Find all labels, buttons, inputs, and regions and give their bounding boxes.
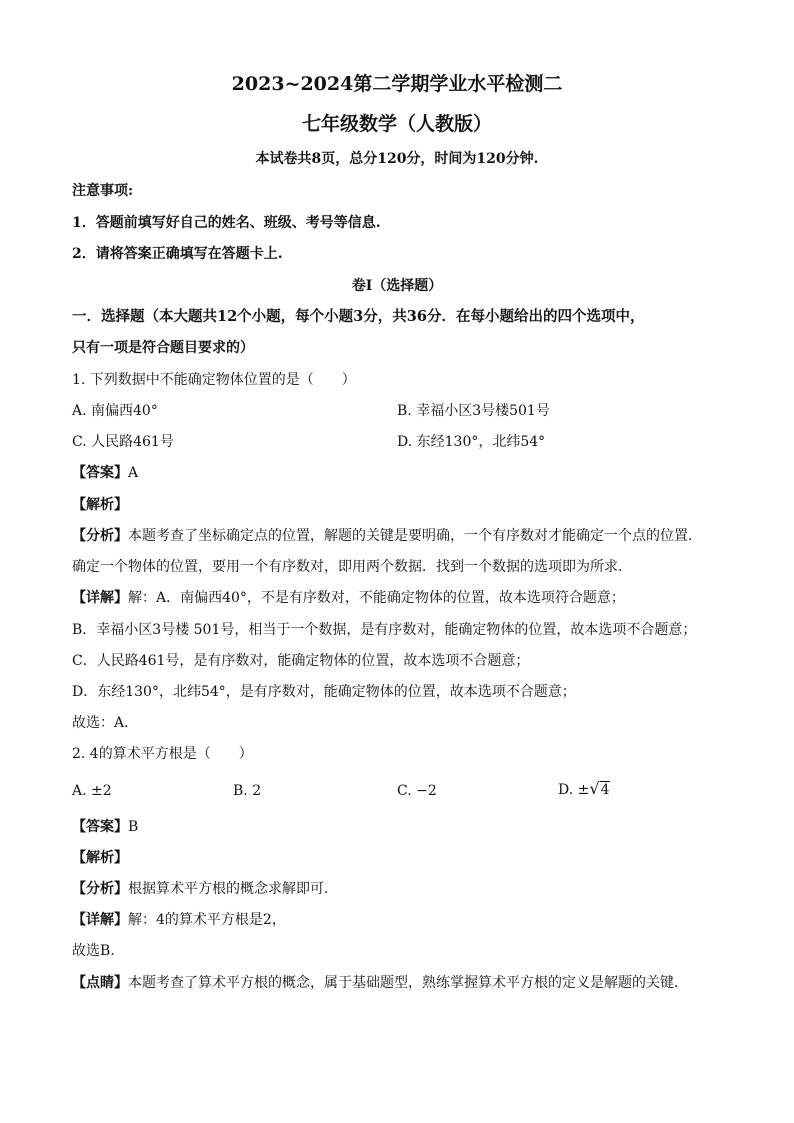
- q1-detail-tag: 【详解】: [72, 590, 128, 606]
- sqrt-symbol: √4: [589, 779, 610, 798]
- q2-conclusion: 故选B.: [72, 943, 115, 959]
- q1-answer: A: [128, 465, 139, 481]
- q2-option-b: B. 2: [233, 783, 262, 799]
- q2-fenxi-text: 根据算术平方根的概念求解即可．: [128, 881, 338, 897]
- exam-title: 2023~2024第二学期学业水平检测二: [231, 73, 563, 95]
- q2-detail-text: 解：4的算术平方根是2，: [128, 912, 286, 928]
- q1-detail-text-1: 解：A．南偏西40°，不是有序数对，不能确定物体的位置，故本选项符合题意；: [128, 590, 625, 606]
- q2-fenxi-line: [72, 879, 338, 899]
- q1-option-a: A. 南偏西40°: [72, 403, 158, 419]
- q1-option-b: B. 幸福小区3号楼501号: [397, 403, 550, 419]
- q1-detail-line-1: [72, 588, 625, 608]
- q2-analysis-tag: 【解析】: [72, 850, 128, 866]
- exam-subtitle: 七年级数学（人教版）: [301, 113, 492, 135]
- q2-option-d-prefix: D. ±: [558, 782, 590, 798]
- q1-answer-line: [72, 463, 138, 483]
- q1-detail-line-3: C．人民路461号，是有序数对，能确定物体的位置，故本选项不合题意；: [72, 653, 530, 669]
- q2-option-c: C. −2: [397, 783, 437, 799]
- q2-answer: B: [128, 819, 139, 835]
- q1-analysis-tag: 【解析】: [72, 497, 128, 513]
- q1-detail-line-2: B．幸福小区3号楼 501号，相当于一个数据，是有序数对，能确定物体的位置，故本选项不合题意；: [72, 622, 697, 638]
- q2-option-a: A. ±2: [72, 783, 112, 799]
- q2-dianjing-text: 本题考查了算术平方根的概念，属于基础题型，熟练掌握算术平方根的定义是解题的关键．: [128, 975, 688, 991]
- q1-option-c: C. 人民路461号: [72, 434, 174, 450]
- q1-conclusion: 故选：A．: [72, 715, 139, 731]
- q1-detail-line-4: D．东经130°，北纬54°，是有序数对，能确定物体的位置，故本选项不合题意；: [72, 684, 576, 700]
- q1-answer-tag: 【答案】: [72, 465, 128, 481]
- q1-fenxi-text-1: 本题考查了坐标确定点的位置，解题的关键是要明确，一个有序数对才能确定一个点的位置．: [128, 528, 702, 544]
- notes-item-2: 2．请将答案正确填写在答题卡上.: [72, 246, 283, 262]
- q2-dianjing-line: [72, 973, 688, 993]
- q2-option-d: [558, 779, 610, 800]
- notes-heading: 注意事项:: [72, 183, 134, 199]
- exam-info: 本试卷共8页，总分120分，时间为120分钟.: [255, 151, 539, 167]
- q2-option-d-radicand: 4: [600, 782, 610, 798]
- q1-fenxi-line-2: 确定一个物体的位置，要用一个有序数对，即用两个数据．找到一个数据的选项即为所求．: [72, 559, 632, 575]
- section-label: 卷Ⅰ（选择题）: [351, 278, 443, 294]
- q2-dianjing-tag: 【点睛】: [72, 975, 128, 991]
- q2-detail-line: [72, 910, 286, 930]
- section-instruction-2: 只有一项是符合题目要求的）: [72, 340, 254, 356]
- q2-stem: 2. 4的算术平方根是（ ）: [72, 746, 253, 762]
- q1-stem: 1. 下列数据中不能确定物体位置的是（ ）: [72, 372, 356, 388]
- section-instruction-1: 一．选择题（本大题共12个小题，每个小题3分，共36分．在每小题给出的四个选项中，: [72, 308, 645, 325]
- notes-item-1: 1．答题前填写好自己的姓名、班级、考号等信息.: [72, 215, 381, 231]
- q2-detail-tag: 【详解】: [72, 912, 128, 928]
- q1-fenxi-line-1: [72, 526, 702, 546]
- q1-option-d: D. 东经130°，北纬54°: [397, 434, 546, 450]
- q1-fenxi-tag: 【分析】: [72, 528, 128, 544]
- q2-fenxi-tag: 【分析】: [72, 881, 128, 897]
- q2-answer-tag: 【答案】: [72, 819, 128, 835]
- q2-answer-line: [72, 817, 138, 837]
